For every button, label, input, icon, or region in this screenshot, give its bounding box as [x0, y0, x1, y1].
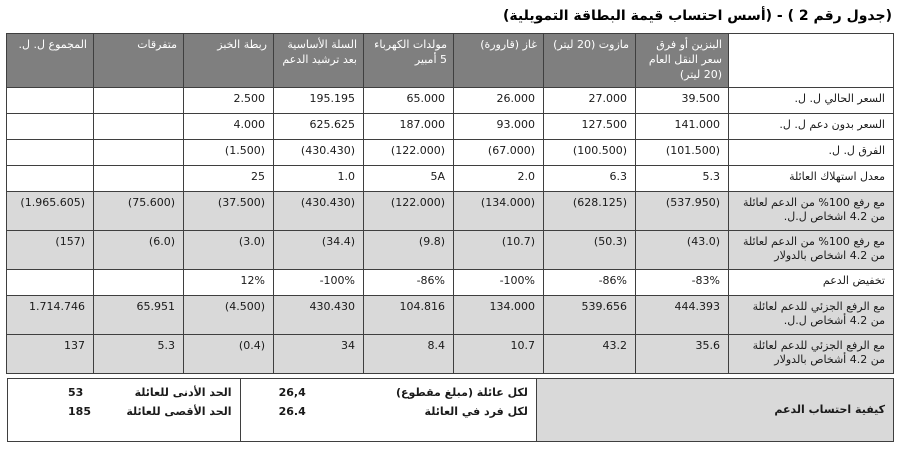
value-cell: 539.656 [544, 295, 636, 334]
value-cell: -86% [364, 269, 454, 295]
row-label: السعر بدون دعم ل. ل. [729, 113, 894, 139]
column-header: المجموع ل. ل. [7, 34, 94, 88]
value-cell: 35.6 [636, 334, 729, 373]
footer-per-person-line [279, 405, 528, 418]
value-cell: -100% [274, 269, 364, 295]
value-cell: (100.500) [544, 139, 636, 165]
table-row [7, 269, 894, 295]
value-cell: 26.000 [454, 87, 544, 113]
value-cell [7, 87, 94, 113]
value-cell: 1.714.746 [7, 295, 94, 334]
footer-section [7, 378, 894, 442]
column-header: ربطة الخبز [184, 34, 274, 88]
table-row [7, 113, 894, 139]
footer-min-line [68, 386, 232, 399]
value-cell: 10.7 [454, 334, 544, 373]
column-header: متفرقات [94, 34, 184, 88]
row-label: مع الرفع الجزئي للدعم لعائلة من 4.2 أشخاص ل.ل. [729, 295, 894, 334]
row-label: معدل استهلاك العائلة [729, 165, 894, 191]
value-cell: 195.195 [274, 87, 364, 113]
row-label: مع رفع 100% من الدعم لعائلة من 4.2 اشخاص ل.ل. [729, 191, 894, 230]
value-cell: (37.500) [184, 191, 274, 230]
value-cell: 65.000 [364, 87, 454, 113]
value-cell: 5A [364, 165, 454, 191]
value-cell: (34.4) [274, 230, 364, 269]
footer-limits-cell [8, 379, 240, 441]
value-cell: (430.430) [274, 139, 364, 165]
value-cell: 34 [274, 334, 364, 373]
table-row [7, 139, 894, 165]
column-header: البنزين أو فرق سعر النقل العام (20 ليتر) [636, 34, 729, 88]
value-cell: (430.430) [274, 191, 364, 230]
per-family-value: 26,4 [278, 385, 306, 399]
value-cell [7, 113, 94, 139]
per-person-value: 26.4 [278, 404, 306, 418]
value-cell: 444.393 [636, 295, 729, 334]
value-cell: 2.0 [454, 165, 544, 191]
table-row [7, 165, 894, 191]
value-cell: (537.950) [636, 191, 729, 230]
table-row [7, 230, 894, 269]
value-cell: 4.000 [184, 113, 274, 139]
column-header: السلة الأساسية بعد ترشيد الدعم [274, 34, 364, 88]
column-header: مازوت (20 ليتر) [544, 34, 636, 88]
value-cell: 5.3 [94, 334, 184, 373]
value-cell: 187.000 [364, 113, 454, 139]
value-cell: 134.000 [454, 295, 544, 334]
value-cell: (1.500) [184, 139, 274, 165]
value-cell: (50.3) [544, 230, 636, 269]
value-cell: 137 [7, 334, 94, 373]
value-cell: (628.125) [544, 191, 636, 230]
value-cell: -83% [636, 269, 729, 295]
value-cell [94, 87, 184, 113]
table-body [7, 87, 894, 373]
value-cell: -86% [544, 269, 636, 295]
row-label: السعر الحالي ل. ل. [729, 87, 894, 113]
family-max-label: الحد الأقصى للعائلة [126, 404, 232, 418]
footer-max-line [68, 405, 232, 418]
value-cell: (67.000) [454, 139, 544, 165]
value-cell: -100% [454, 269, 544, 295]
value-cell: 127.500 [544, 113, 636, 139]
column-header: مولدات الكهرباء 5 أمبير [364, 34, 454, 88]
value-cell: 43.2 [544, 334, 636, 373]
per-family-label: لكل عائلة (مبلغ مقطوع) [395, 385, 528, 399]
value-cell: (6.0) [94, 230, 184, 269]
value-cell: (101.500) [636, 139, 729, 165]
value-cell: 5.3 [636, 165, 729, 191]
value-cell: (75.600) [94, 191, 184, 230]
value-cell: (4.500) [184, 295, 274, 334]
per-person-label: لكل فرد في العائلة [424, 404, 528, 418]
value-cell: 12% [184, 269, 274, 295]
value-cell [94, 269, 184, 295]
corner-cell [729, 34, 894, 88]
value-cell: (157) [7, 230, 94, 269]
value-cell: (122.000) [364, 139, 454, 165]
value-cell: (1.965.605) [7, 191, 94, 230]
column-header: غاز (قارورة) [454, 34, 544, 88]
family-max-value: 185 [68, 404, 91, 418]
footer-per-amounts-cell [240, 379, 536, 441]
family-min-value: 53 [68, 385, 84, 399]
value-cell: 141.000 [636, 113, 729, 139]
value-cell: (3.0) [184, 230, 274, 269]
value-cell: 93.000 [454, 113, 544, 139]
value-cell: 2.500 [184, 87, 274, 113]
value-cell: 8.4 [364, 334, 454, 373]
value-cell: 1.0 [274, 165, 364, 191]
value-cell [7, 165, 94, 191]
value-cell: (0.4) [184, 334, 274, 373]
value-cell: (43.0) [636, 230, 729, 269]
row-label: مع الرفع الجزئي للدعم لعائلة من 4.2 أشخاص بالدولار [729, 334, 894, 373]
table-header-row [7, 34, 894, 88]
footer-per-family-line [279, 386, 528, 399]
table-row [7, 191, 894, 230]
row-label: مع رفع 100% من الدعم لعائلة من 4.2 اشخاص بالدولار [729, 230, 894, 269]
value-cell: 6.3 [544, 165, 636, 191]
table-row [7, 87, 894, 113]
value-cell: 27.000 [544, 87, 636, 113]
value-cell [94, 165, 184, 191]
row-label: الفرق ل. ل. [729, 139, 894, 165]
value-cell [94, 113, 184, 139]
footer-method-label: كيفية احتساب الدعم [774, 402, 885, 416]
value-cell: (122.000) [364, 191, 454, 230]
value-cell [7, 269, 94, 295]
table-row [7, 334, 894, 373]
value-cell: (10.7) [454, 230, 544, 269]
value-cell: 625.625 [274, 113, 364, 139]
footer-method-cell [536, 379, 893, 441]
value-cell: 25 [184, 165, 274, 191]
value-cell: 65.951 [94, 295, 184, 334]
value-cell: 104.816 [364, 295, 454, 334]
subsidy-table [6, 33, 894, 374]
value-cell: 39.500 [636, 87, 729, 113]
page-title: (جدول رقم 2 ) - (أسس احتساب قيمة البطاقة التمويلية) [503, 8, 892, 24]
value-cell: (9.8) [364, 230, 454, 269]
value-cell [94, 139, 184, 165]
value-cell: 430.430 [274, 295, 364, 334]
value-cell [7, 139, 94, 165]
family-min-label: الحد الأدنى للعائلة [134, 385, 232, 399]
table-row [7, 295, 894, 334]
row-label: تخفيض الدعم [729, 269, 894, 295]
value-cell: (134.000) [454, 191, 544, 230]
